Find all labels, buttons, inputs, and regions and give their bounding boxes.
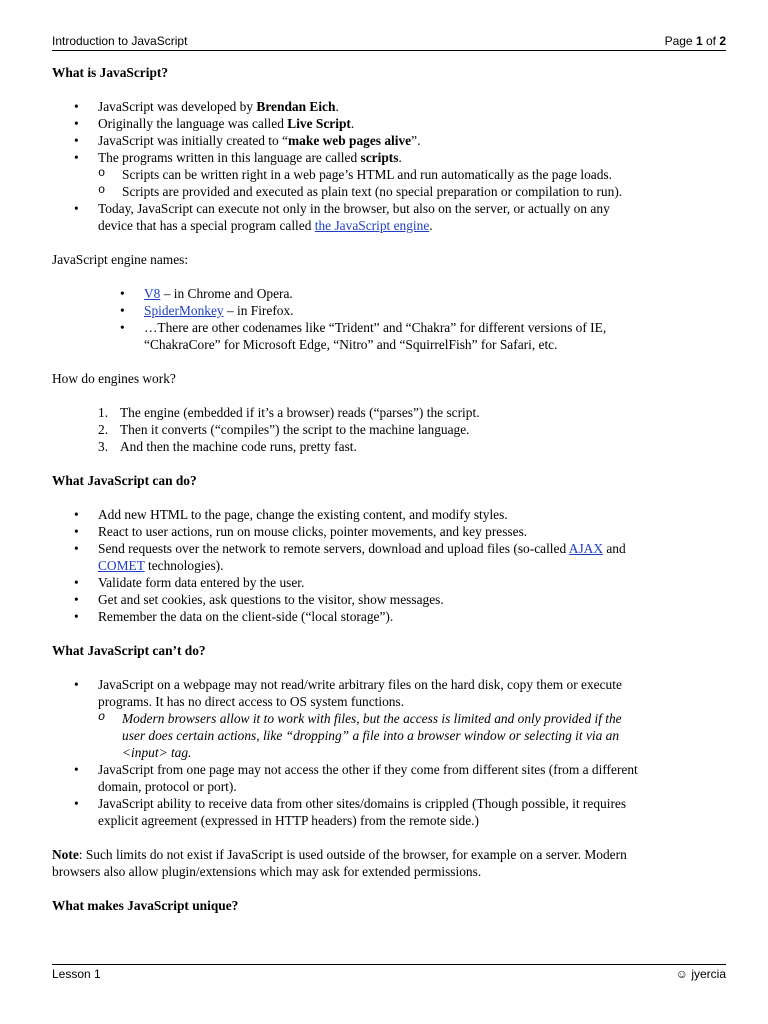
engine-list (120, 285, 732, 353)
smiley-icon: ☺ (675, 967, 688, 981)
engine-names-label: JavaScript engine names: (52, 252, 189, 267)
list-item: • The programs written in this language are called scripts. (74, 149, 732, 166)
v8-link[interactable]: V8 (144, 286, 161, 301)
list-item: • React to user actions, run on mouse clicks, pointer movements, and key presses. (74, 523, 732, 540)
spidermonkey-link[interactable]: SpiderMonkey (144, 303, 224, 318)
cant-do-list (74, 676, 732, 710)
heading-can-do: What JavaScript can do? (52, 473, 197, 488)
sub-list-item: o Modern browsers allow it to work with files, but the access is limited and only provided if the user does certain actions, like “dropping” a file into a browser window or selecting it via an <input> tag. (98, 710, 732, 761)
page-footer (52, 964, 726, 985)
document-body (52, 64, 732, 914)
list-item: • …There are other codenames like “Trident” and “Chakra” for different versions of IE, “ChakraCore” for Microsoft Edge, “Nitro” and “SquirrelFish” for Safari, etc. (120, 319, 732, 353)
what-is-list (74, 98, 732, 166)
note-paragraph: Note: Such limits do not exist if JavaScript is used outside of the browser, for example on a server. Modern browsers also allow plugin/extensions which may ask for extended permissions. (52, 847, 627, 879)
list-item: • JavaScript was initially created to “make web pages alive”. (74, 132, 732, 149)
sub-list-item: o Scripts are provided and executed as plain text (no special preparation or compilation to run). (98, 183, 732, 200)
page-number: Page 1 of 2 (664, 34, 726, 48)
list-item: • Add new HTML to the page, change the existing content, and modify styles. (74, 506, 732, 523)
lesson-label: Lesson 1 (52, 967, 101, 981)
can-do-list (74, 506, 732, 625)
scripts-sublist (98, 166, 732, 200)
sub-list-item: o Scripts can be written right in a web page’s HTML and run automatically as the page loads. (98, 166, 732, 183)
step-item: 2. Then it converts (“compiles”) the script to the machine language. (98, 422, 470, 437)
list-item: • Validate form data entered by the user. (74, 574, 732, 591)
step-item: 3. And then the machine code runs, pretty fast. (98, 439, 357, 454)
list-item: • Originally the language was called Live Script. (74, 115, 732, 132)
note-label: Note (52, 847, 79, 862)
ajax-link[interactable]: AJAX (568, 541, 604, 556)
list-item: • JavaScript on a webpage may not read/write arbitrary files on the hard disk, copy them or execute programs. It has no direct access to OS system functions. (74, 676, 732, 710)
list-item: • V8 – in Chrome and Opera. (120, 285, 732, 302)
list-item: • JavaScript was developed by Brendan Eich. (74, 98, 732, 115)
step-item: 1. The engine (embedded if it’s a browser) reads (“parses”) the script. (98, 405, 480, 420)
list-item: • Remember the data on the client-side (“local storage”). (74, 608, 732, 625)
author-credit: ☺ jyercia (675, 967, 726, 981)
list-item: • SpiderMonkey – in Firefox. (120, 302, 732, 319)
list-item: • Get and set cookies, ask questions to the visitor, show messages. (74, 591, 732, 608)
header-title: Introduction to JavaScript (52, 34, 188, 48)
list-item: • Send requests over the network to remote servers, download and upload files (so-called AJAX and COMET technologies). (74, 540, 732, 574)
how-engines-label: How do engines work? (52, 371, 176, 386)
heading-what-is: What is JavaScript? (52, 65, 169, 80)
heading-unique: What makes JavaScript unique? (52, 898, 239, 913)
list-item: • JavaScript ability to receive data from other sites/domains is crippled (Though possible, it requires explicit agreement (expressed in HTTP headers) from the remote side.) (74, 795, 732, 829)
page-header (52, 34, 726, 51)
js-engine-link[interactable]: the JavaScript engine (314, 218, 430, 233)
heading-cant-do: What JavaScript can’t do? (52, 643, 206, 658)
list-item: • Today, JavaScript can execute not only in the browser, but also on the server, or actually on any device that has a special program called the JavaScript engine. (74, 200, 732, 234)
list-item: • JavaScript from one page may not access the other if they come from different sites (from a different domain, protocol or port). (74, 761, 732, 795)
engine-steps (98, 404, 732, 455)
comet-link[interactable]: COMET (98, 558, 145, 573)
